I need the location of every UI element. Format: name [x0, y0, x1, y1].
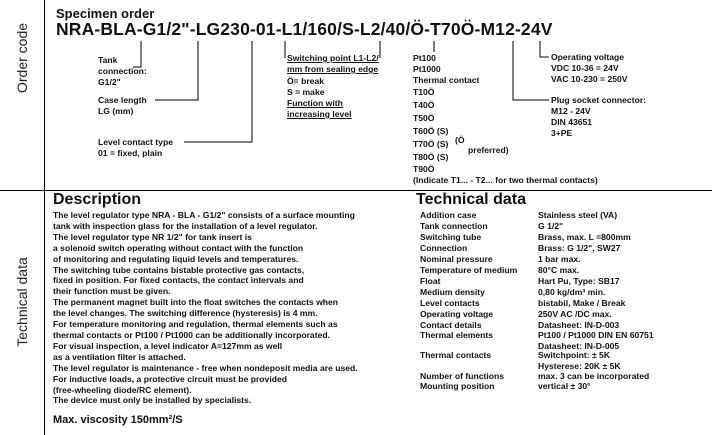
tech-key: Mounting position — [420, 381, 495, 391]
tank-connection-label: Tank — [98, 55, 118, 65]
tech-value: Switchpoint: ± 5K — [538, 350, 611, 360]
description-line: the level changes. The switching difference (hysteresis) is 4 mm. — [53, 308, 318, 319]
case-length-unit: LG (mm) — [98, 106, 134, 116]
tech-key: Thermal elements — [420, 330, 494, 340]
switching-break: Ö= break — [287, 76, 325, 86]
plug-socket-value: DIN 43651 — [551, 117, 593, 127]
tech-value: Pt100 / Pt1000 DIN EN 60751 — [538, 330, 654, 340]
thermal-item: Pt1000 — [413, 64, 441, 74]
thermal-item: T50Ö — [413, 113, 435, 123]
description-line: For visual inspection, a level indicator A=127mm as well — [53, 340, 283, 351]
thermal-item: T70Ö (S) — [413, 139, 449, 149]
description-line: For inductive loads, a protective circuit must be provided — [53, 373, 287, 384]
tech-key: Switching tube — [420, 232, 482, 242]
order-code-string: NRA-BLA-G1/2"-LG230-01-L1/160/S-L2/40/Ö-T70Ö-M12-24V — [56, 19, 553, 39]
max-viscosity: Max. viscosity 150mm²/S — [53, 414, 183, 426]
plug-socket-value: M12 - 24V — [551, 106, 591, 116]
switching-point-label: Switching point L1-L2/ — [287, 53, 379, 63]
tech-key: Float — [420, 276, 441, 286]
description-line: The level regulator type NRA - BLA - G1/2" consists of a surface mounting — [53, 210, 355, 220]
description-line: For temperature monitoring and regulation, thermal elements such as — [53, 319, 338, 330]
case-length-label: Case length — [98, 95, 147, 105]
tech-key: Temperature of medium — [420, 265, 518, 275]
description-line: of monitoring and regulating liquid levels and temperatures. — [53, 253, 299, 264]
tank-connection-value: G1/2" — [98, 77, 121, 87]
thermal-item: Thermal contact — [413, 75, 480, 85]
tech-value: 80°C max. — [538, 265, 580, 275]
technical-data-title: Technical data — [416, 191, 526, 208]
tech-value: Datasheet: IN-D-003 — [538, 320, 620, 330]
level-contact-type-value: 01 = fixed, plain — [98, 148, 163, 158]
description-line: The level regulator is maintenance - free when nondeposit media are used. — [53, 362, 358, 373]
switching-function: Function with — [287, 98, 343, 108]
tech-key: Tank connection — [420, 221, 488, 231]
thermal-item: T60Ö (S) — [413, 126, 449, 136]
tech-value: max. 3 can be incorporated — [538, 371, 650, 381]
switching-point-label-2: mm from sealing edge — [287, 64, 379, 74]
tech-value: Brass, max. L =800mm — [538, 232, 631, 242]
operating-voltage-label: Operating voltage — [551, 52, 625, 62]
tank-connection-label-2: connection: — [98, 66, 147, 76]
tech-key: Number of functions — [420, 371, 505, 381]
description-title: Description — [53, 191, 142, 208]
description-line: a solenoid switch operating without contact with the function — [53, 242, 304, 253]
tech-key: Thermal contacts — [420, 350, 492, 360]
tech-key: Medium density — [420, 287, 485, 297]
switching-make: S = make — [287, 87, 325, 97]
plug-socket-value: 3+PE — [551, 128, 573, 138]
description-line: fixed in position. For fixed contacts, the contact intervals and — [53, 275, 304, 286]
thermal-preferred-label: preferred) — [468, 145, 509, 155]
tech-key: Connection — [420, 243, 468, 253]
description-line: (free-wheeling diode/RC element). — [53, 384, 192, 395]
description-line: tank with inspection glass for the installation of a level regulator. — [53, 220, 318, 231]
tech-key: Nominal pressure — [420, 254, 493, 264]
technical-data-side-label: Technical data — [14, 257, 30, 347]
operating-voltage-ac: VAC 10-230 = 250V — [551, 74, 628, 84]
description-line: The device must only be installed by specialists. — [53, 395, 252, 406]
tech-key: Operating voltage — [420, 309, 494, 319]
plug-socket-label: Plug socket connector: — [551, 95, 647, 105]
switching-function-2: increasing level — [287, 109, 352, 119]
thermal-note: (Indicate T1... - T2... for two thermal contacts) — [413, 175, 598, 185]
description-line: The level regulator type NR 1/2" for tank insert is — [53, 231, 252, 242]
tech-value: Brass: G 1/2", SW27 — [538, 243, 621, 253]
tech-value: 0,80 kg/dm³ min. — [538, 287, 606, 297]
description-line: as a ventilation filter is attached. — [53, 351, 186, 362]
tech-value: vertical ± 30° — [538, 381, 591, 391]
tech-value: Hysterese: 20K ± 5K — [538, 361, 621, 371]
tech-value: Hart Pu, Type: SB17 — [538, 276, 620, 286]
description-text — [53, 210, 358, 406]
tech-value: Stainless steel (VA) — [538, 210, 618, 220]
thermal-item: T40Ö — [413, 100, 435, 110]
thermal-item: T90Ö — [413, 164, 435, 174]
order-code-side-label: Order code — [14, 22, 30, 94]
tech-key: Addition case — [420, 210, 477, 220]
tech-value: bistabil, Make / Break — [538, 298, 626, 308]
thermal-item: T80Ö (S) — [413, 152, 449, 162]
description-line: The switching tube contains bistable protective gas contacts, — [53, 264, 305, 275]
tech-value: 1 bar max. — [538, 254, 581, 264]
tech-value: Datasheet: IN-D-005 — [538, 341, 620, 351]
tech-value: G 1/2" — [538, 221, 564, 231]
description-line: thermal contacts or Pt100 / Pt1000 can be additionally incorporated. — [53, 329, 330, 340]
level-contact-type-label: Level contact type — [98, 137, 173, 147]
thermal-item: Pt100 — [413, 53, 436, 63]
description-line: their function must be given. — [53, 286, 171, 297]
specimen-order-title: Specimen order — [56, 6, 155, 21]
thermal-item: T10Ö — [413, 87, 435, 97]
operating-voltage-dc: VDC 10-36 = 24V — [551, 63, 619, 73]
tech-key: Level contacts — [420, 298, 480, 308]
thermal-preferred-mark: (Ö — [455, 135, 465, 145]
tech-value: 250V AC /DC max. — [538, 309, 612, 319]
description-line: The permanent magnet built into the float switches the contacts when — [53, 297, 339, 308]
tech-key: Contact details — [420, 320, 482, 330]
